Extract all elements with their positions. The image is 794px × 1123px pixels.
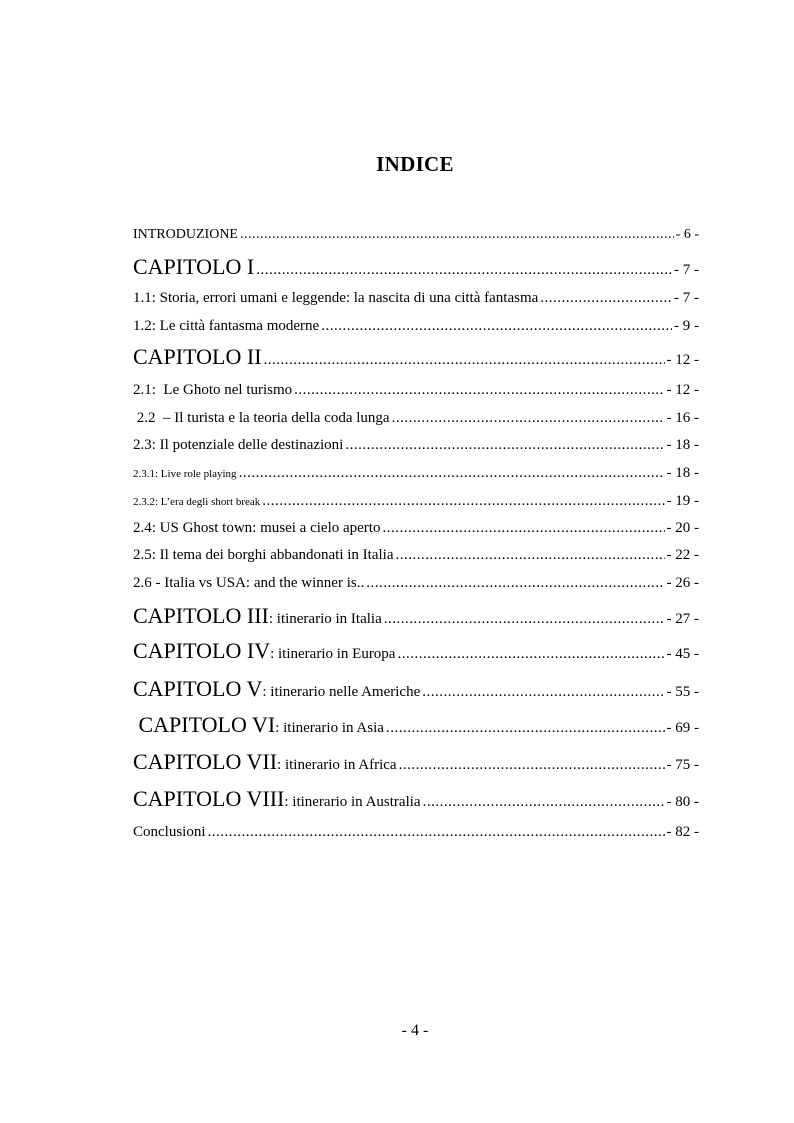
- toc-entry-label: 2.2 – Il turista e la teoria della coda lunga: [133, 410, 390, 426]
- toc-entry-label: : itinerario in Africa: [277, 757, 397, 773]
- toc-entry-label: Conclusioni: [133, 824, 206, 840]
- toc-entry-capitolo-4[interactable]: [133, 640, 699, 662]
- leader-dots: [345, 438, 664, 453]
- toc-entry-page: - 16 -: [666, 410, 699, 426]
- toc-entry-page: - 7 -: [674, 262, 699, 278]
- toc-entry-label: : itinerario in Asia: [275, 720, 384, 736]
- leader-dots: [321, 319, 672, 334]
- toc-entry-page: - 12 -: [666, 382, 699, 398]
- toc-entry-label: 2.3: Il potenziale delle destinazioni: [133, 437, 344, 453]
- toc-entry-page: - 27 -: [666, 611, 699, 627]
- chapter-title: CAPITOLO II: [133, 344, 262, 369]
- toc-entry-page: - 75 -: [666, 757, 699, 773]
- toc-entry-capitolo-3[interactable]: [133, 605, 699, 627]
- leader-dots: [256, 263, 672, 278]
- toc-entry-label: 2.4: US Ghost town: musei a cielo aperto: [133, 520, 381, 536]
- chapter-title: CAPITOLO III: [133, 603, 269, 628]
- leader-dots: [423, 795, 665, 810]
- leader-dots: [384, 612, 665, 627]
- leader-dots: [239, 466, 665, 481]
- page-number: - 4 -: [401, 1022, 429, 1039]
- toc-entry-2-3[interactable]: [133, 438, 699, 453]
- chapter-title: CAPITOLO VII: [133, 749, 278, 774]
- toc-entry-1-2[interactable]: [133, 319, 699, 334]
- toc-entry-page: - 26 -: [666, 575, 699, 591]
- toc-entry-label: 2.1: Le Ghoto nel turismo: [133, 382, 293, 398]
- toc-entry-conclusioni[interactable]: [133, 825, 699, 840]
- leader-dots: [397, 647, 664, 662]
- toc-entry-capitolo-6[interactable]: [133, 714, 699, 736]
- page-title: INDICE: [376, 152, 454, 176]
- toc-entry-page: - 6 -: [675, 227, 699, 242]
- toc-entry-2-2[interactable]: [133, 411, 699, 426]
- toc-entry-capitolo-5[interactable]: [133, 678, 699, 700]
- leader-dots: [240, 228, 674, 242]
- toc-entry-page: - 45 -: [666, 646, 699, 662]
- toc-entry-page: - 22 -: [666, 547, 699, 563]
- leader-dots: [382, 521, 664, 536]
- leader-dots: [392, 411, 665, 426]
- toc-entry-label: 1.2: Le città fantasma moderne: [133, 318, 320, 334]
- chapter-title: CAPITOLO I: [133, 254, 255, 279]
- toc-entry-label: : itinerario nelle Americhe: [262, 684, 421, 700]
- toc-entry-capitolo-8[interactable]: [133, 788, 699, 810]
- toc-entry-2-6[interactable]: [133, 576, 699, 591]
- toc-entry-capitolo-7[interactable]: [133, 751, 699, 773]
- toc-entry-introduzione[interactable]: [133, 228, 699, 242]
- toc-entry-label: : itinerario in Italia: [268, 611, 382, 627]
- toc-entry-label: 2.3.1: Live role playing: [133, 468, 237, 480]
- toc-entry-capitolo-2[interactable]: [133, 346, 699, 368]
- toc-entry-2-3-2[interactable]: [133, 494, 699, 509]
- leader-dots: [422, 685, 664, 700]
- chapter-title: CAPITOLO IV: [133, 638, 271, 663]
- leader-dots: [294, 383, 664, 398]
- toc-entry-2-5[interactable]: [133, 548, 699, 563]
- toc-entry-label: 2.5: Il tema dei borghi abbandonati in Italia: [133, 547, 394, 563]
- toc-entry-label: 2.6 - Italia vs USA: and the winner is..: [133, 575, 365, 591]
- toc-entry-label: : itinerario in Australia: [284, 794, 421, 810]
- leader-dots: [399, 758, 665, 773]
- leader-dots: [264, 353, 665, 368]
- toc-entry-2-3-1[interactable]: [133, 466, 699, 481]
- toc-entry-page: - 18 -: [666, 465, 699, 481]
- leader-dots: [386, 721, 665, 736]
- toc-entry-page: - 80 -: [666, 794, 699, 810]
- leader-dots: [396, 548, 665, 563]
- toc-entry-page: - 69 -: [666, 720, 699, 736]
- chapter-title: CAPITOLO V: [133, 676, 263, 701]
- toc-entry-page: - 9 -: [674, 318, 699, 334]
- toc-entry-page: - 82 -: [666, 824, 699, 840]
- toc-entry-page: - 20 -: [666, 520, 699, 536]
- toc-entry-page: - 7 -: [674, 290, 699, 306]
- chapter-title: CAPITOLO VI: [133, 712, 276, 737]
- leader-dots: [540, 291, 672, 306]
- toc-entry-1-1[interactable]: [133, 291, 699, 306]
- toc-entry-page: - 55 -: [666, 684, 699, 700]
- toc-entry-page: - 12 -: [666, 352, 699, 368]
- leader-dots: [262, 494, 664, 509]
- toc-entry-2-1[interactable]: [133, 383, 699, 398]
- toc-entry-page: - 18 -: [666, 437, 699, 453]
- toc-entry-capitolo-1[interactable]: [133, 256, 699, 278]
- chapter-title: CAPITOLO VIII: [133, 786, 285, 811]
- leader-dots: [208, 825, 665, 840]
- toc-entry-label: 1.1: Storia, errori umani e leggende: la nascita di una città fantasma: [133, 290, 539, 306]
- leader-dots: [366, 576, 664, 591]
- toc-entry-label: : itinerario in Europa: [270, 646, 396, 662]
- toc-entry-page: - 19 -: [666, 493, 699, 509]
- toc-entry-label: INTRODUZIONE: [133, 227, 238, 242]
- toc-entry-label: 2.3.2: L’era degli short break: [133, 496, 261, 508]
- toc-entry-2-4[interactable]: [133, 521, 699, 536]
